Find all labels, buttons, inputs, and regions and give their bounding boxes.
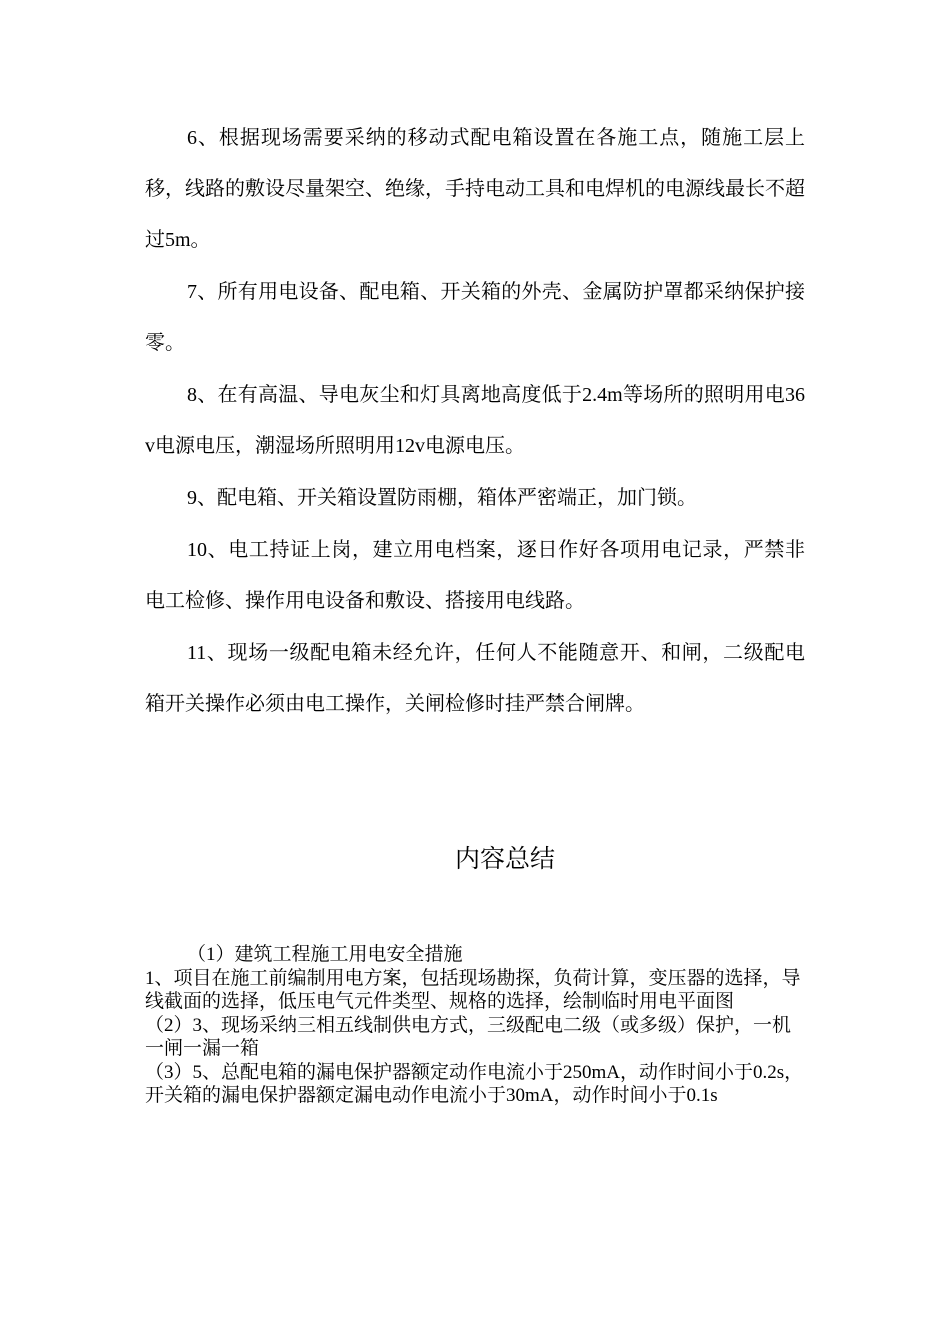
summary-section <box>145 943 805 1108</box>
paragraph-7: 7、所有用电设备、配电箱、开关箱的外壳、金属防护罩都采纳保护接零。 <box>145 281 805 354</box>
paragraph-11: 11、现场一级配电箱未经允许，任何人不能随意开、和闸，二级配电箱开关操作必须由电工操作，关闸检修时挂严禁合闸牌。 <box>145 642 805 715</box>
paragraph-8: 8、在有高温、导电灰尘和灯具离地高度低于2.4m等场所的照明用电36v电源电压，潮湿场所照明用12v电源电压。 <box>145 384 805 457</box>
summary-line-heading: （1）建筑工程施工用电安全措施 <box>187 944 463 965</box>
summary-line-2: （2）3、现场采纳三相五线制供电方式，三级配电二级（或多级）保护，一机一闸一漏一箱 <box>145 1014 792 1059</box>
paragraph-6: 6、根据现场需要采纳的移动式配电箱设置在各施工点，随施工层上移，线路的敷设尽量架空、绝缘，手持电动工具和电焊机的电源线最长不超过5m。 <box>145 127 805 251</box>
body-text <box>145 113 805 731</box>
summary-line-1: 1、项目在施工前编制用电方案，包括现场勘探，负荷计算，变压器的选择，导线截面的选择，低压电气元件类型、规格的选择，绘制临时用电平面图 <box>145 967 801 1012</box>
paragraph-10: 10、电工持证上岗，建立用电档案，逐日作好各项用电记录，严禁非电工检修、操作用电设备和敷设、搭接用电线路。 <box>145 539 805 612</box>
summary-line-3: （3）5、总配电箱的漏电保护器额定动作电流小于250mA，动作时间小于0.2s，开关箱的漏电保护器额定漏电动作电流小于30mA，动作时间小于0.1s <box>145 1061 804 1106</box>
paragraph-9: 9、配电箱、开关箱设置防雨棚，箱体严密端正，加门锁。 <box>187 487 697 509</box>
summary-title: 内容总结 <box>454 846 555 873</box>
